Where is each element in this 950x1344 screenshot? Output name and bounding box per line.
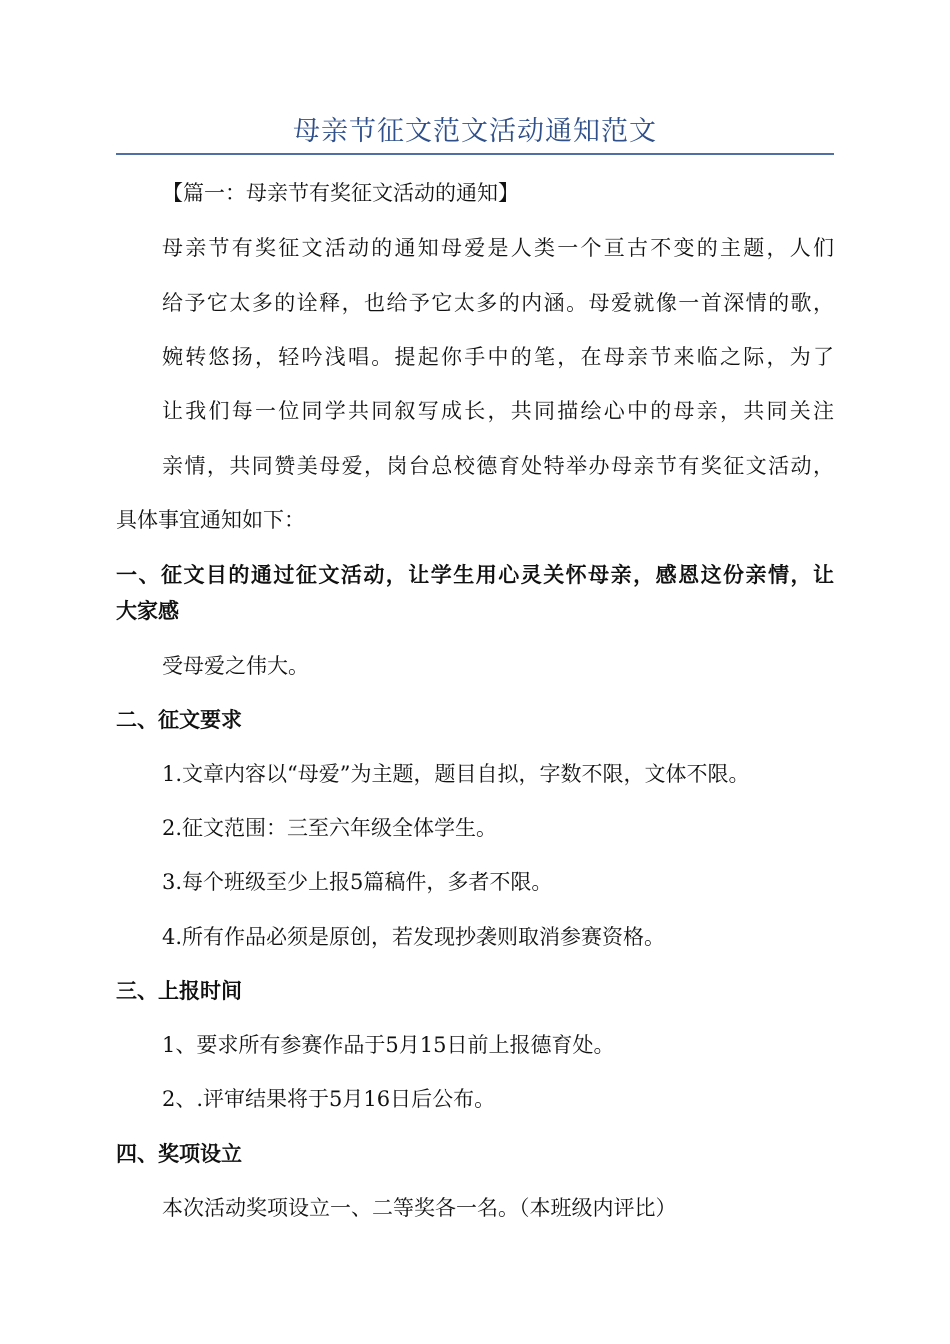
requirement-item: 1.文章内容以“母爱”为主题，题目自拟，字数不限，文体不限。 (162, 762, 750, 786)
title-underline (116, 153, 834, 155)
section-4-heading: 四、奖项设立 (116, 1142, 242, 1166)
section-1-heading-continued: 大家感 (116, 599, 179, 623)
intro-line: 亲情，共同赞美母爱，岗台总校德育处特举办母亲节有奖征文活动， (162, 454, 834, 478)
intro-line: 婉转悠扬，轻吟浅唱。提起你手中的笔，在母亲节来临之际，为了 (162, 345, 834, 369)
intro-line: 让我们每一位同学共同叙写成长，共同描绘心中的母亲，共同关注 (162, 399, 834, 423)
requirement-item: 4.所有作品必须是原创，若发现抄袭则取消参赛资格。 (162, 925, 666, 949)
article-subtitle: 【篇一：母亲节有奖征文活动的通知】 (162, 181, 519, 205)
intro-line: 给予它太多的诠释，也给予它太多的内涵。母爱就像一首深情的歌， (162, 291, 834, 315)
document-title: 母亲节征文范文活动通知范文 (293, 116, 657, 147)
section-1-body: 受母爱之伟大。 (162, 654, 309, 678)
section-2-heading: 二、征文要求 (116, 708, 242, 732)
intro-line: 具体事宜通知如下： (116, 508, 305, 532)
requirement-item: 2.征文范围：三至六年级全体学生。 (162, 816, 498, 840)
deadline-item: 1、要求所有参赛作品于5月15日前上报德育处。 (162, 1033, 615, 1057)
intro-line: 母亲节有奖征文活动的通知母爱是人类一个亘古不变的主题，人们 (162, 236, 834, 260)
section-3-heading: 三、上报时间 (116, 979, 242, 1003)
section-4-body: 本次活动奖项设立一、二等奖各一名。（本班级内评比） (162, 1196, 677, 1220)
requirement-item: 3.每个班级至少上报5篇稿件，多者不限。 (162, 870, 553, 894)
section-1-heading: 一、征文目的通过征文活动，让学生用心灵关怀母亲，感恩这份亲情，让 (116, 563, 834, 587)
deadline-item: 2、.评审结果将于5月16日后公布。 (162, 1087, 496, 1111)
